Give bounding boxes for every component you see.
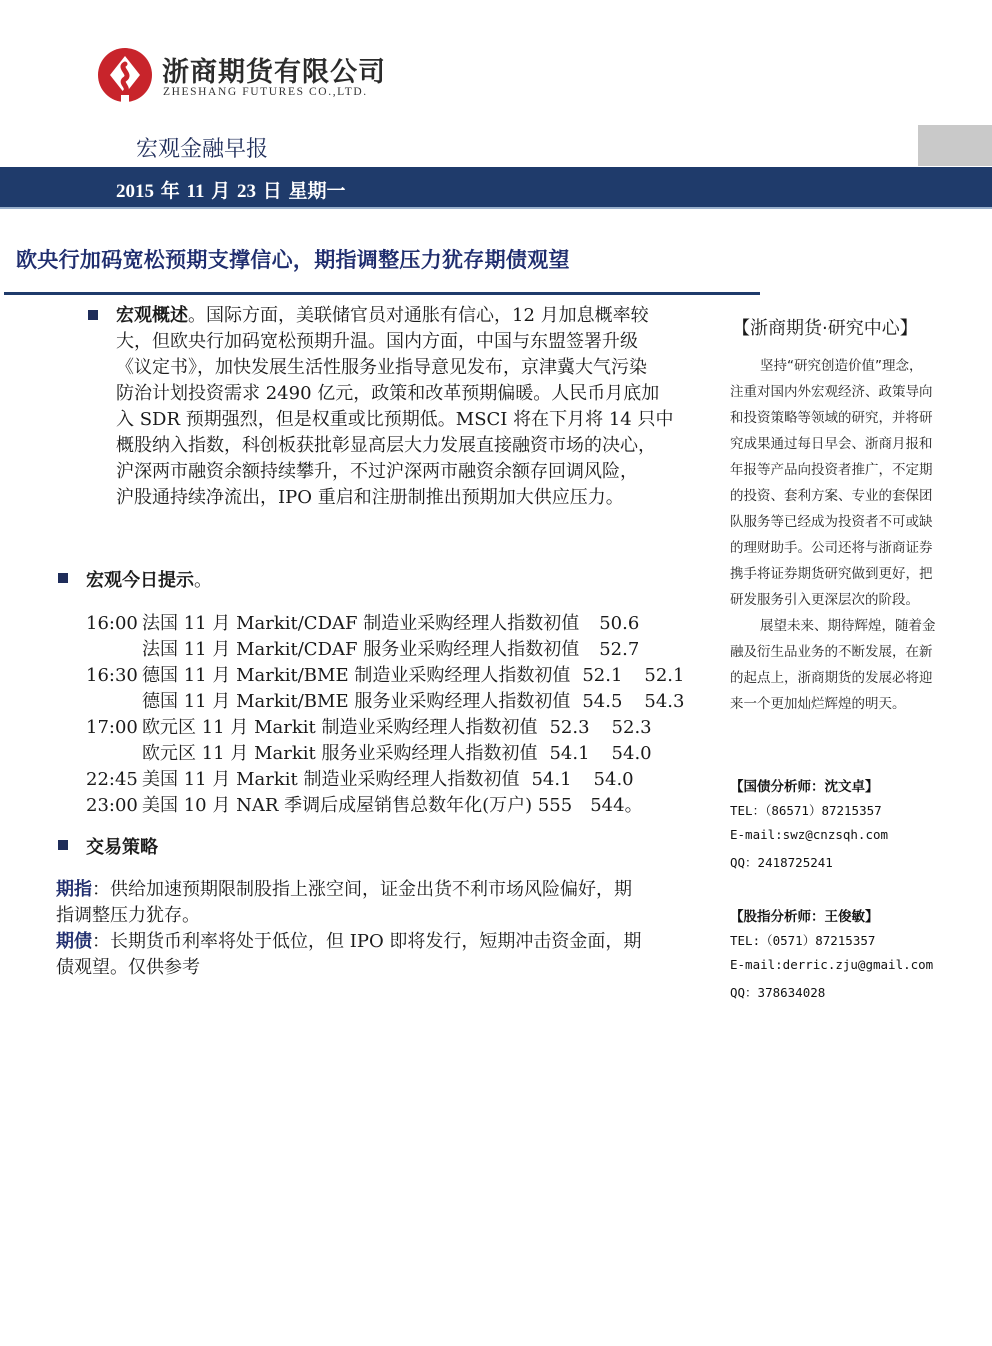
company-logo-icon bbox=[96, 46, 154, 104]
analyst2-qq: QQ：378634028 bbox=[730, 985, 826, 1000]
analyst2-tel: TEL:（0571）87215357 bbox=[730, 933, 876, 948]
report-date: 2015 年 11 月 23 日 星期一 bbox=[116, 181, 346, 202]
macro-overview bbox=[116, 303, 706, 511]
calendar-row: 法国 11 月 Markit/CDAF 服务业采购经理人指数初值 52.7 bbox=[142, 639, 640, 660]
overview-line: 《议定书》，加快发展生活性服务业指导意见发布，京津冀大气污染 bbox=[116, 357, 647, 378]
analyst1-qq: QQ：2418725241 bbox=[730, 855, 833, 870]
bonds-label: 期债 bbox=[56, 931, 92, 952]
overview-line: 沪深两市融资余额持续攀升，不过沪深两市融资余额存回调风险， bbox=[116, 461, 638, 482]
analyst1-tel: TEL：（86571）87215357 bbox=[730, 803, 882, 818]
strategy-section-title: 交易策略 bbox=[86, 837, 158, 858]
overview-line: 。国际方面，美联储官员对通胀有信心，12 月加息概率较 bbox=[188, 305, 649, 326]
report-type: 宏观金融早报 bbox=[136, 137, 269, 162]
calendar-row: 22:45 美国 11 月 Markit 制造业采购经理人指数初值 54.1 54.0 bbox=[86, 769, 634, 790]
today-section-title: 宏观今日提示。 bbox=[86, 570, 212, 591]
headline-rule bbox=[4, 292, 760, 295]
analyst1-email[interactable]: E-mail:swz@cnzsqh.com bbox=[730, 827, 889, 842]
calendar-row: 16:30 德国 11 月 Markit/BME 制造业采购经理人指数初值 52.1 52.1 bbox=[86, 665, 685, 686]
futures-label: 期指 bbox=[56, 879, 92, 900]
analyst1-title: 【国债分析师：沈文卓】 bbox=[730, 779, 879, 795]
overview-line: 沪股通持续净流出，IPO 重启和注册制推出预期加大供应压力。 bbox=[116, 487, 624, 508]
analyst2-title: 【股指分析师：王俊敏】 bbox=[730, 909, 879, 925]
calendar-row: 德国 11 月 Markit/BME 服务业采购经理人指数初值 54.5 54.3 bbox=[142, 691, 685, 712]
overview-line: 大，但欧央行加码宽松预期升温。国内方面，中国与东盟签署升级 bbox=[116, 331, 638, 352]
headline: 欧央行加码宽松预期支撑信心，期指调整压力犹存期债观望 bbox=[16, 248, 570, 272]
overview-line: 概股纳入指数，科创板获批彰显高层大力发展直接融资市场的决心， bbox=[116, 435, 656, 456]
company-name-cn: 浙商期货有限公司 bbox=[162, 57, 386, 88]
overview-label: 宏观概述 bbox=[116, 305, 188, 326]
calendar-row: 17:00 欧元区 11 月 Markit 制造业采购经理人指数初值 52.3 52.3 bbox=[86, 717, 652, 738]
sidebar-intro: 坚持“研究创造价值”理念， 注重对国内外宏观经济、政策导向 和投资策略等领域的研究，并将研 究成果通过每日早会、浙商月报和 年报等产品向投资者推广，不定期 的投资、套利方案、专业的套保团 队服务等已经成为投资者不可或缺 的理财助手。公司还将与浙商证券 携手将证券期货研究做到更好，把 研发服务引入更深层次的阶段。 展望未来、期待辉煌，随着金 融及衍生品业务的不断发展，在新 的起点上，浙商期货的发展必将迎 来一个更加灿烂辉煌的明天。 bbox=[730, 358, 936, 712]
bullet-square-icon bbox=[58, 573, 68, 583]
calendar-row: 欧元区 11 月 Markit 服务业采购经理人指数初值 54.1 54.0 bbox=[142, 743, 652, 764]
bullet-square-icon bbox=[88, 310, 98, 320]
trading-strategy: 期指：供给加速预期限制股指上涨空间，证金出货不利市场风险偏好，期 指调整压力犹存。 期债：长期货币利率将处于低位，但 IPO 即将发行，短期冲击资金面，期 债观望。仅供参考 bbox=[56, 879, 642, 978]
date-bar-underline bbox=[0, 207, 992, 209]
macro-calendar bbox=[86, 611, 706, 819]
decorative-block bbox=[918, 125, 992, 166]
overview-line: 防治计划投资需求 2490 亿元，政策和改革预期偏暖。人民币月底加 bbox=[116, 383, 660, 404]
calendar-row: 23:00 美国 10 月 NAR 季调后成屋销售总数年化(万户) 555 544。 bbox=[86, 795, 643, 816]
analyst2-email[interactable]: E-mail:derric.zju@gmail.com bbox=[730, 957, 934, 972]
company-name-en: ZHESHANG FUTURES CO.,LTD. bbox=[163, 86, 368, 98]
bullet-square-icon bbox=[58, 840, 68, 850]
sidebar-title: 【浙商期货·研究中心】 bbox=[732, 318, 918, 339]
overview-line: 入 SDR 预期强烈，但是权重或比预期低。MSCI 将在下月将 14 只中 bbox=[116, 409, 674, 430]
calendar-row: 16:00 法国 11 月 Markit/CDAF 制造业采购经理人指数初值 50.6 bbox=[86, 613, 640, 634]
